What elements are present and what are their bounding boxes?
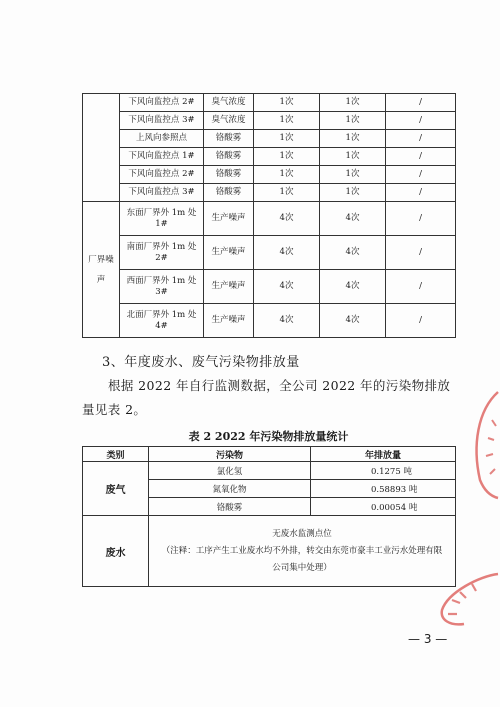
monitor-actual: 1次 [320,112,386,130]
monitor-frequency: 1次 [254,184,320,202]
table-row [83,202,456,236]
monitor-remark: / [386,184,456,202]
monitor-actual: 1次 [320,94,386,112]
monitor-point: 西面厂界外 1m 处 3# [120,270,204,304]
emission-table [82,446,456,587]
monitor-point: 下风向监控点 1# [120,148,204,166]
table-caption: 表 2 2022 年污染物排放量统计 [188,430,349,443]
monitor-frequency: 1次 [254,94,320,112]
category-cell: 废水 [83,516,149,587]
wastewater-line3: 公司集中处理） [272,562,332,573]
monitor-actual: 1次 [320,148,386,166]
table-row [83,94,456,112]
monitor-actual: 4次 [320,304,386,338]
amount-cell: 0.1275 吨 [311,462,456,480]
monitor-remark: / [386,112,456,130]
monitor-point: 南面厂界外 1m 处 2# [120,236,204,270]
monitor-item: 铬酸雾 [204,148,254,166]
monitor-actual: 1次 [320,184,386,202]
monitor-point: 下风向监控点 2# [120,166,204,184]
monitor-frequency: 4次 [254,270,320,304]
monitor-frequency: 1次 [254,148,320,166]
monitor-remark: / [386,270,456,304]
pollutant-cell: 铬酸雾 [149,498,311,516]
monitor-frequency: 1次 [254,166,320,184]
monitor-remark: / [386,304,456,338]
wastewater-line2: （注释：工序产生工业废水均不外排，转交由东莞市豪丰工业污水处理有限 [161,545,443,556]
monitor-point: 北面厂界外 1m 处 4# [120,304,204,338]
monitor-frequency: 4次 [254,236,320,270]
monitor-actual: 4次 [320,236,386,270]
wastewater-note [149,516,456,587]
monitor-actual: 1次 [320,130,386,148]
monitor-point: 上风向参照点 [120,130,204,148]
pollutant-cell: 氮氧化物 [149,480,311,498]
monitor-point: 下风向监控点 2# [120,94,204,112]
monitor-frequency: 4次 [254,304,320,338]
amount-cell: 0.00054 吨 [311,498,456,516]
monitor-remark: / [386,166,456,184]
category-cell: 废气 [83,462,149,516]
wastewater-line1: 无废水监测点位 [272,528,332,539]
monitor-remark: / [386,130,456,148]
body-paragraph: 根据 2022 年自行监测数据，全公司 2022 年的污染物排放量见表 2。 [82,378,451,417]
monitor-actual: 4次 [320,202,386,236]
monitor-frequency: 4次 [254,202,320,236]
monitor-item: 臭气浓度 [204,112,254,130]
monitor-item: 生产噪声 [204,304,254,338]
monitor-item: 臭气浓度 [204,94,254,112]
monitor-frequency: 1次 [254,130,320,148]
noise-group-label [83,202,120,338]
monitor-item: 铬酸雾 [204,184,254,202]
column-header: 年排放量 [311,447,456,462]
noise-group-label-line2: 声 [96,274,106,285]
monitor-item: 铬酸雾 [204,130,254,148]
monitor-point: 东面厂界外 1m 处 1# [120,202,204,236]
table-row [83,166,456,184]
monitor-item: 铬酸雾 [204,166,254,184]
monitor-item: 生产噪声 [204,202,254,236]
page-number: — 3 — [408,632,448,646]
pollutant-cell: 氯化氢 [149,462,311,480]
table-row [83,462,456,480]
table-row [83,270,456,304]
table-row [83,148,456,166]
monitoring-table [82,93,456,338]
table-row [83,304,456,338]
monitor-point: 下风向监控点 3# [120,184,204,202]
monitor-remark: / [386,94,456,112]
column-header: 污染物 [149,447,311,462]
monitor-frequency: 1次 [254,112,320,130]
monitor-item: 生产噪声 [204,236,254,270]
monitor-remark: / [386,148,456,166]
table-row [83,236,456,270]
noise-group-label-line1: 厂界噪 [88,254,114,265]
seal-stamp-top [470,390,500,500]
monitor-item: 生产噪声 [204,270,254,304]
monitor-actual: 1次 [320,166,386,184]
table-header-row [83,447,456,462]
monitor-actual: 4次 [320,270,386,304]
monitor-point: 下风向监控点 3# [120,112,204,130]
blank-group-cell [83,94,120,202]
table-row [83,112,456,130]
table-row [83,184,456,202]
column-header: 类别 [83,447,149,462]
monitor-remark: / [386,202,456,236]
amount-cell: 0.58893 吨 [311,480,456,498]
table-row [83,516,456,587]
table-row [83,130,456,148]
section-heading: 3、年度废水、废气污染物排放量 [102,355,300,370]
monitor-remark: / [386,236,456,270]
